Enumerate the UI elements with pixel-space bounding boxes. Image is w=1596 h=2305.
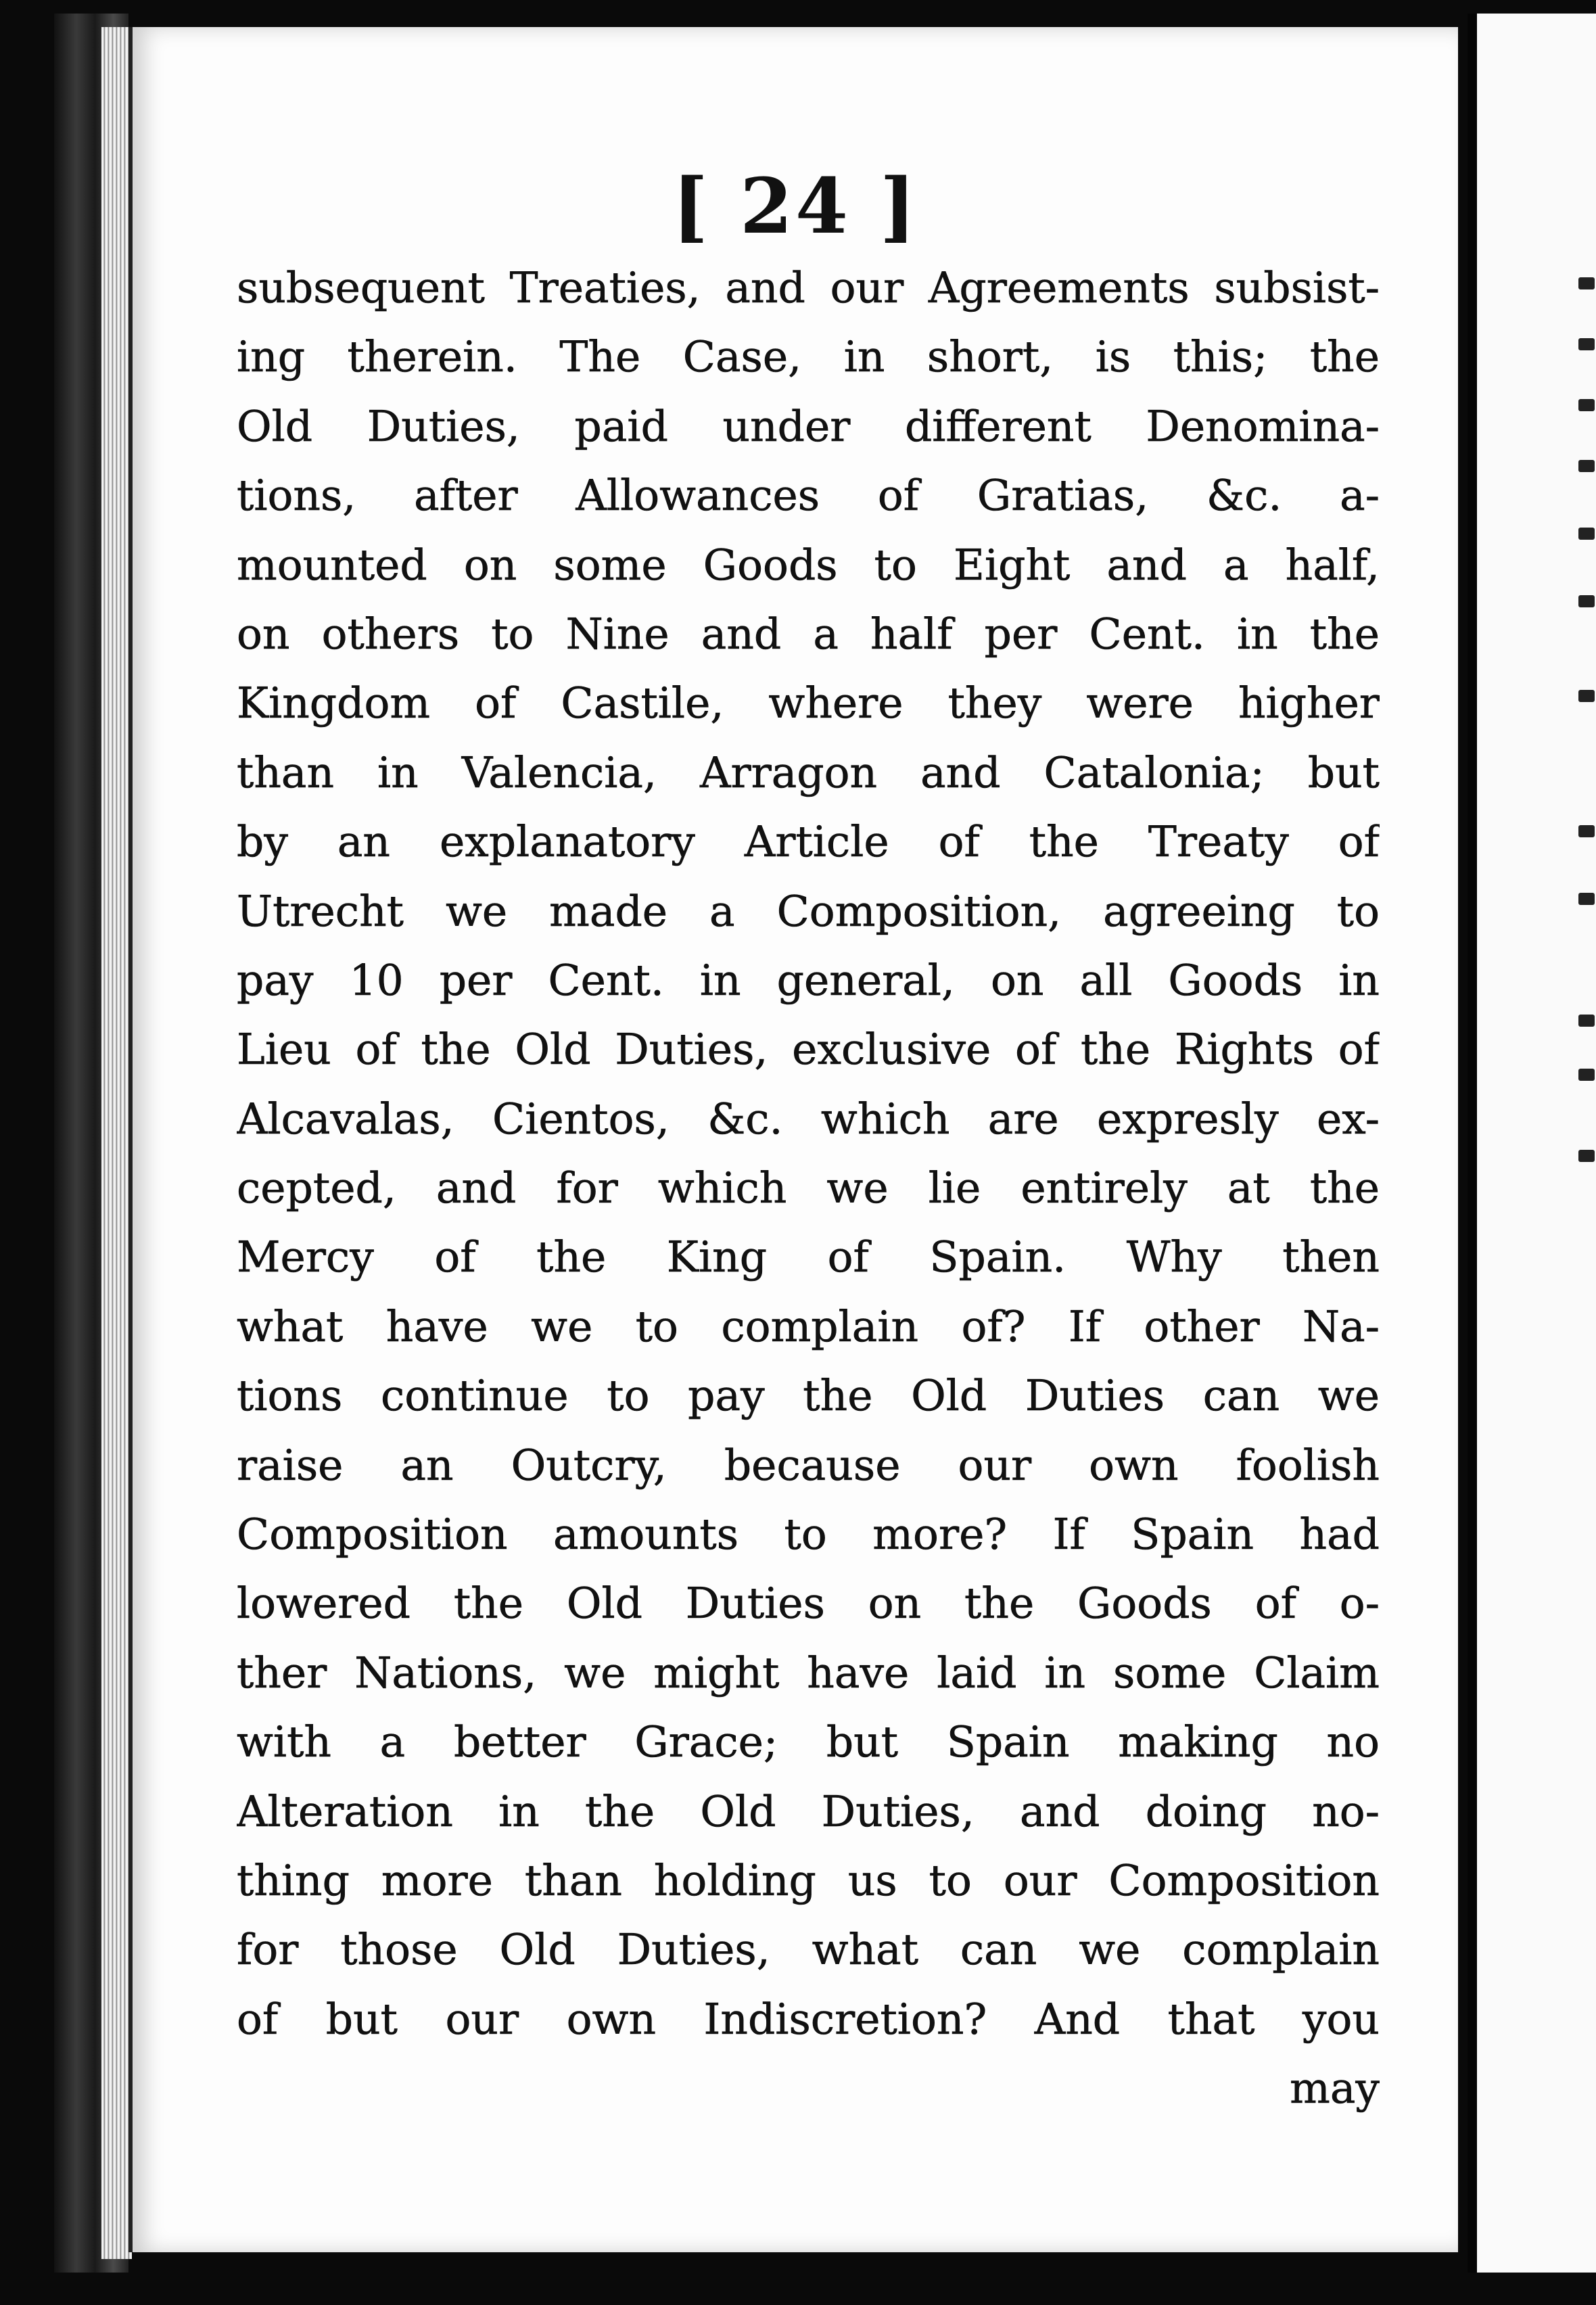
text-line: Lieu of the Old Duties, exclusive of the Rights of bbox=[237, 1025, 1380, 1075]
text-line: with a better Grace; but Spain making no bbox=[237, 1717, 1380, 1767]
show-through-mark bbox=[1578, 338, 1595, 350]
text-line: raise an Outcry, because our own foolish bbox=[237, 1440, 1380, 1490]
show-through-mark bbox=[1578, 1150, 1595, 1162]
show-through-mark bbox=[1578, 690, 1595, 702]
text-line: mounted on some Goods to Eight and a half, bbox=[237, 540, 1380, 590]
text-line: cepted, and for which we lie entirely at the bbox=[237, 1163, 1380, 1213]
text-line: on others to Nine and a half per Cent. in the bbox=[237, 609, 1380, 659]
text-line: Utrecht we made a Composition, agreeing to bbox=[237, 886, 1380, 936]
text-line: Composition amounts to more? If Spain had bbox=[237, 1510, 1380, 1560]
show-through-mark bbox=[1578, 1069, 1595, 1081]
page-number: [ 24 ] bbox=[672, 162, 918, 251]
show-through-mark bbox=[1578, 460, 1595, 472]
text-line: pay 10 per Cent. in general, on all Goods in bbox=[237, 955, 1380, 1005]
text-line: thing more than holding us to our Composition bbox=[237, 1855, 1380, 1905]
text-line: ing therein. The Case, in short, is this; the bbox=[237, 332, 1380, 382]
text-line: Mercy of the King of Spain. Why then bbox=[237, 1232, 1380, 1282]
body-text bbox=[237, 254, 1380, 2124]
text-line: Kingdom of Castile, where they were higher bbox=[237, 678, 1380, 728]
text-line: than in Valencia, Arragon and Catalonia; but bbox=[237, 747, 1380, 797]
text-line: lowered the Old Duties on the Goods of o- bbox=[237, 1579, 1380, 1629]
show-through-mark bbox=[1578, 1015, 1595, 1027]
text-line: Alteration in the Old Duties, and doing no- bbox=[237, 1786, 1380, 1836]
facing-page-edge bbox=[1468, 14, 1596, 2273]
text-line: what have we to complain of? If other Na- bbox=[237, 1301, 1380, 1351]
text-line: subsequent Treaties, and our Agreements subsist- bbox=[237, 263, 1380, 312]
text-line: tions continue to pay the Old Duties can we bbox=[237, 1371, 1380, 1421]
text-line: ther Nations, we might have laid in some Claim bbox=[237, 1648, 1380, 1698]
show-through-mark bbox=[1578, 399, 1595, 411]
text-line: Old Duties, paid under different Denomina- bbox=[237, 401, 1380, 451]
text-line: Alcavalas, Cientos, &c. which are expresly ex- bbox=[237, 1094, 1380, 1144]
show-through-mark bbox=[1578, 277, 1595, 289]
text-line: by an explanatory Article of the Treaty of bbox=[237, 817, 1380, 867]
text-line: of but our own Indiscretion? And that you bbox=[237, 1994, 1380, 2044]
text-line: tions, after Allowances of Gratias, &c. a- bbox=[237, 471, 1380, 521]
page-edges bbox=[101, 27, 132, 2259]
text-line: for those Old Duties, what can we complain bbox=[237, 1925, 1380, 1975]
show-through-mark bbox=[1578, 893, 1595, 905]
show-through-mark bbox=[1578, 825, 1595, 837]
catchword: may bbox=[1290, 2064, 1380, 2114]
show-through-mark bbox=[1578, 595, 1595, 607]
show-through-mark bbox=[1578, 528, 1595, 540]
